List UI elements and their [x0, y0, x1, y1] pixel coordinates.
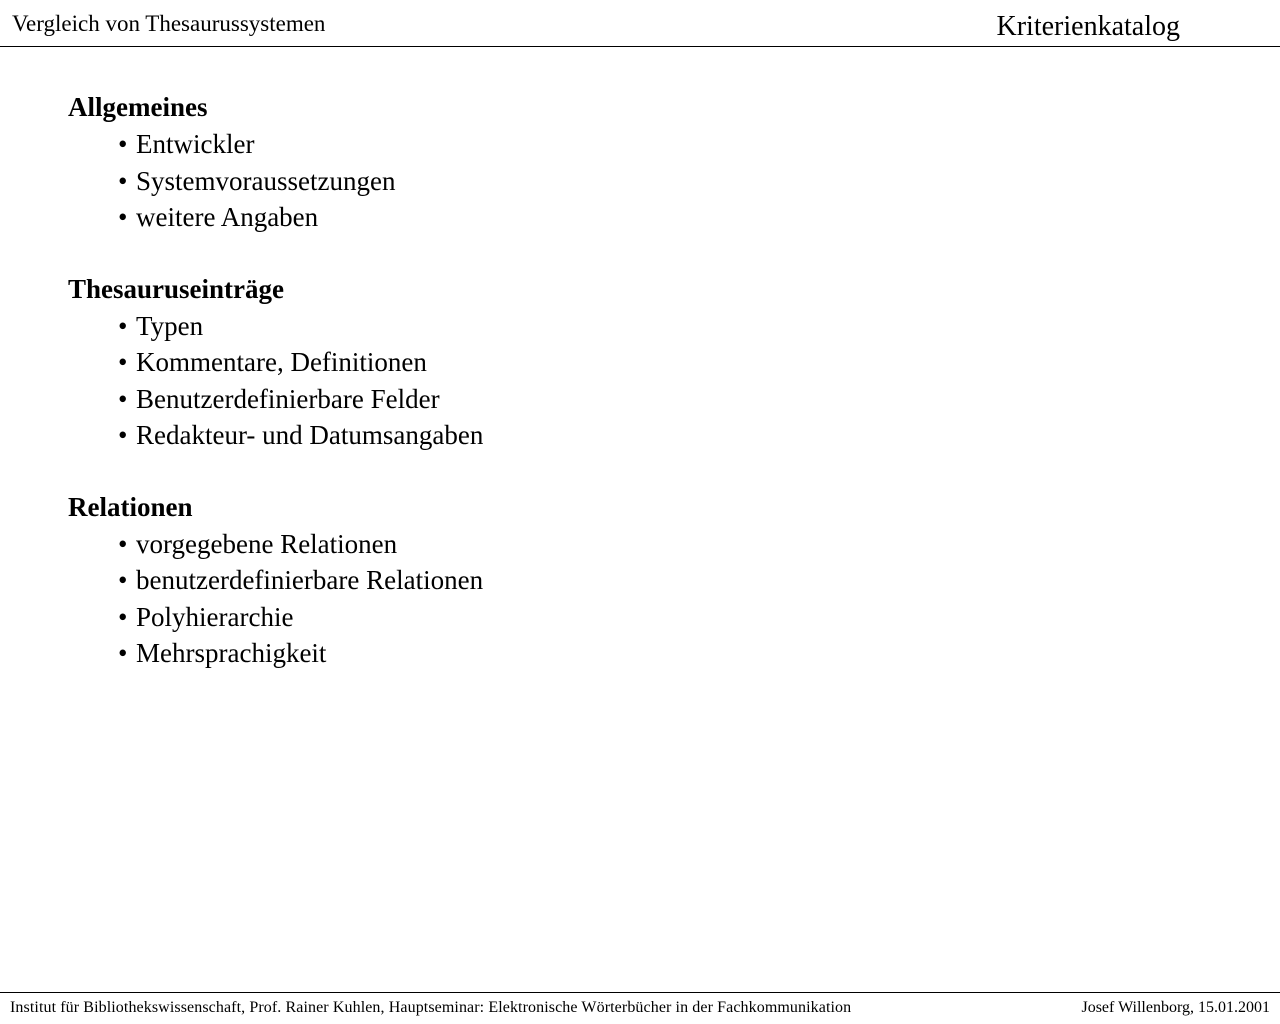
footer-author-date: Josef Willenborg, 15.01.2001: [1081, 999, 1270, 1016]
bullet-icon: •: [118, 420, 128, 450]
bullet-icon: •: [118, 565, 128, 595]
list-item-text: Systemvoraussetzungen: [136, 165, 396, 196]
bullet-list: [68, 126, 1168, 236]
list-item-text: weitere Angaben: [136, 202, 319, 232]
list-item: [118, 562, 1168, 599]
list-item-text: vorgegebene Relationen: [136, 528, 398, 559]
list-item: [118, 381, 1168, 418]
bullet-icon: •: [118, 202, 128, 232]
section-relationen: [68, 490, 1168, 672]
section-allgemeines: [68, 90, 1168, 236]
bullet-list: [68, 526, 1168, 672]
list-item-text: Mehrsprachigkeit: [136, 638, 327, 668]
list-item: [118, 635, 1168, 672]
section-heading: Thesauruseinträge: [68, 273, 284, 304]
bullet-icon: •: [118, 528, 128, 559]
list-item: [118, 526, 1168, 563]
section-heading: Allgemeines: [68, 92, 208, 122]
list-item-text: Kommentare, Definitionen: [136, 347, 427, 377]
list-item: [118, 163, 1168, 200]
list-item-text: Entwickler: [136, 129, 255, 159]
bullet-icon: •: [118, 638, 128, 668]
list-item-text: Redakteur- und Datumsangaben: [136, 420, 484, 450]
list-item: [118, 417, 1168, 454]
list-item-text: benutzerdefinierbare Relationen: [136, 565, 484, 595]
footer-divider: [0, 992, 1280, 993]
bullet-icon: •: [118, 310, 128, 341]
slide-title: Kriterienkatalog: [996, 11, 1180, 42]
main-content: [68, 90, 1168, 708]
bullet-icon: •: [118, 165, 128, 196]
bullet-icon: •: [118, 601, 128, 632]
list-item: [118, 126, 1168, 163]
list-item: [118, 344, 1168, 381]
list-item-text: Polyhierarchie: [136, 601, 294, 632]
section-thesauruseintraege: [68, 272, 1168, 454]
list-item-text: Typen: [136, 310, 204, 341]
list-item: [118, 199, 1168, 236]
list-item: [118, 599, 1168, 636]
bullet-icon: •: [118, 129, 128, 159]
bullet-icon: •: [118, 383, 128, 414]
footer-institution: Institut für Bibliothekswissenschaft, Prof. Rainer Kuhlen, Hauptseminar: Elektronische Wörterbücher in der Fachkommunikation: [10, 999, 852, 1016]
document-title: Vergleich von Thesaurussystemen: [12, 11, 326, 36]
list-item: [118, 308, 1168, 345]
bullet-list: [68, 308, 1168, 454]
header-divider: [0, 46, 1280, 47]
bullet-icon: •: [118, 347, 128, 377]
list-item-text: Benutzerdefinierbare Felder: [136, 383, 440, 414]
section-heading: Relationen: [68, 491, 193, 522]
